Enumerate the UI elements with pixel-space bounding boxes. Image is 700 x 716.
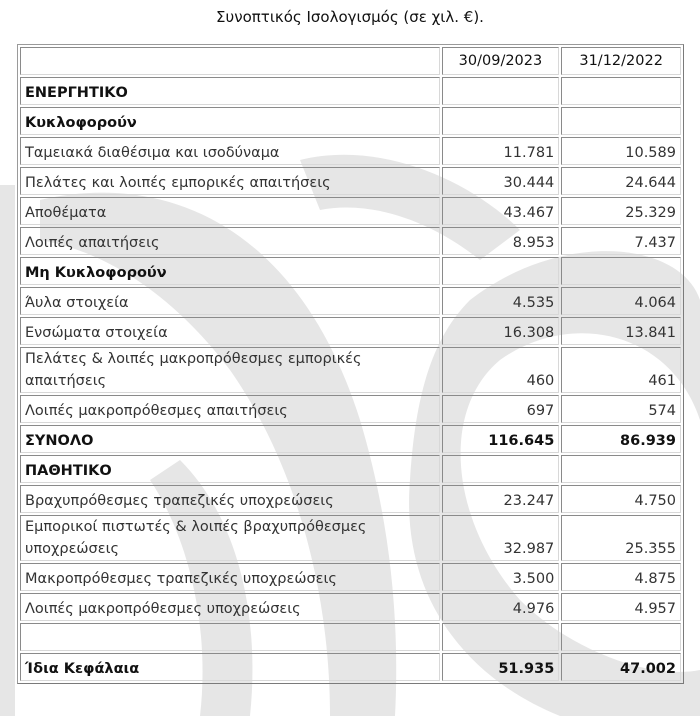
row-label: Βραχυπρόθεσμες τραπεζικές υποχρεώσεις: [20, 485, 440, 513]
table-row: [20, 515, 681, 561]
row-value-2022: 13.841: [561, 317, 681, 345]
row-label: Ενσώματα στοιχεία: [20, 317, 440, 345]
row-label: Ίδια Κεφάλαια: [20, 653, 440, 681]
row-value-2023: [442, 107, 560, 135]
row-value-2022: [561, 77, 681, 105]
table-row: [20, 563, 681, 591]
row-label: Λοιπές μακροπρόθεσμες υποχρεώσεις: [20, 593, 440, 621]
row-value-2022: 86.939: [561, 425, 681, 453]
row-value-2022: 574: [561, 395, 681, 423]
row-value-2023: 4.535: [442, 287, 560, 315]
table-row: [20, 107, 681, 135]
row-label: Κυκλοφορούν: [20, 107, 440, 135]
row-label: ΠΑΘΗΤΙΚΟ: [20, 455, 440, 483]
row-label: Πελάτες & λοιπές μακροπρόθεσμες εμπορικές απαιτήσεις: [20, 347, 440, 393]
row-label: [20, 623, 440, 651]
table-row: [20, 287, 681, 315]
row-label: Εμπορικοί πιστωτές & λοιπές βραχυπρόθεσμες υποχρεώσεις: [20, 515, 440, 561]
row-value-2023: [442, 77, 560, 105]
row-label: Πελάτες και λοιπές εμπορικές απαιτήσεις: [20, 167, 440, 195]
header-cell-2022: 31/12/2022: [561, 47, 681, 75]
row-value-2023: 116.645: [442, 425, 560, 453]
row-label: Λοιπές μακροπρόθεσμες απαιτήσεις: [20, 395, 440, 423]
table-row: [20, 593, 681, 621]
row-value-2023: [442, 455, 560, 483]
page-title: Συνοπτικός Ισολογισμός (σε χιλ. €).: [216, 8, 484, 26]
table-row: [20, 317, 681, 345]
row-value-2023: 460: [442, 347, 560, 393]
row-value-2022: 7.437: [561, 227, 681, 255]
table-row: [20, 455, 681, 483]
row-value-2022: [561, 623, 681, 651]
table-row-total: [20, 653, 681, 681]
row-value-2023: 51.935: [442, 653, 560, 681]
row-value-2023: 3.500: [442, 563, 560, 591]
row-value-2023: 32.987: [442, 515, 560, 561]
row-value-2023: 11.781: [442, 137, 560, 165]
row-value-2022: [561, 107, 681, 135]
row-value-2022: 25.329: [561, 197, 681, 225]
row-value-2022: 4.750: [561, 485, 681, 513]
table-row-total: [20, 425, 681, 453]
row-label: Μακροπρόθεσμες τραπεζικές υποχρεώσεις: [20, 563, 440, 591]
row-value-2022: 461: [561, 347, 681, 393]
table-row: [20, 347, 681, 393]
row-value-2022: 4.064: [561, 287, 681, 315]
row-value-2022: 24.644: [561, 167, 681, 195]
table-row: [20, 395, 681, 423]
balance-sheet-table: [17, 44, 684, 684]
row-label: ΕΝΕΡΓΗΤΙΚΟ: [20, 77, 440, 105]
row-value-2022: 4.875: [561, 563, 681, 591]
header-cell-label: [20, 47, 440, 75]
row-value-2022: 4.957: [561, 593, 681, 621]
row-value-2023: 16.308: [442, 317, 560, 345]
table-row: [20, 77, 681, 105]
table-row: [20, 485, 681, 513]
row-label: Λοιπές απαιτήσεις: [20, 227, 440, 255]
row-value-2023: [442, 257, 560, 285]
row-value-2023: [442, 623, 560, 651]
row-label: Ταμειακά διαθέσιμα και ισοδύναμα: [20, 137, 440, 165]
row-value-2022: 10.589: [561, 137, 681, 165]
row-value-2023: 43.467: [442, 197, 560, 225]
table-row: [20, 197, 681, 225]
table-row: [20, 167, 681, 195]
row-label: Άυλα στοιχεία: [20, 287, 440, 315]
row-label: Αποθέματα: [20, 197, 440, 225]
row-value-2022: [561, 257, 681, 285]
table-row-empty: [20, 623, 681, 651]
row-value-2022: [561, 455, 681, 483]
row-value-2022: 47.002: [561, 653, 681, 681]
header-cell-2023: 30/09/2023: [442, 47, 560, 75]
table-row: [20, 137, 681, 165]
row-value-2022: 25.355: [561, 515, 681, 561]
row-value-2023: 8.953: [442, 227, 560, 255]
row-value-2023: 4.976: [442, 593, 560, 621]
row-label: ΣΥΝΟΛΟ: [20, 425, 440, 453]
table-header-row: [20, 47, 681, 75]
table-row: [20, 257, 681, 285]
row-value-2023: 30.444: [442, 167, 560, 195]
row-value-2023: 697: [442, 395, 560, 423]
table-row: [20, 227, 681, 255]
row-label: Μη Κυκλοφορούν: [20, 257, 440, 285]
row-value-2023: 23.247: [442, 485, 560, 513]
